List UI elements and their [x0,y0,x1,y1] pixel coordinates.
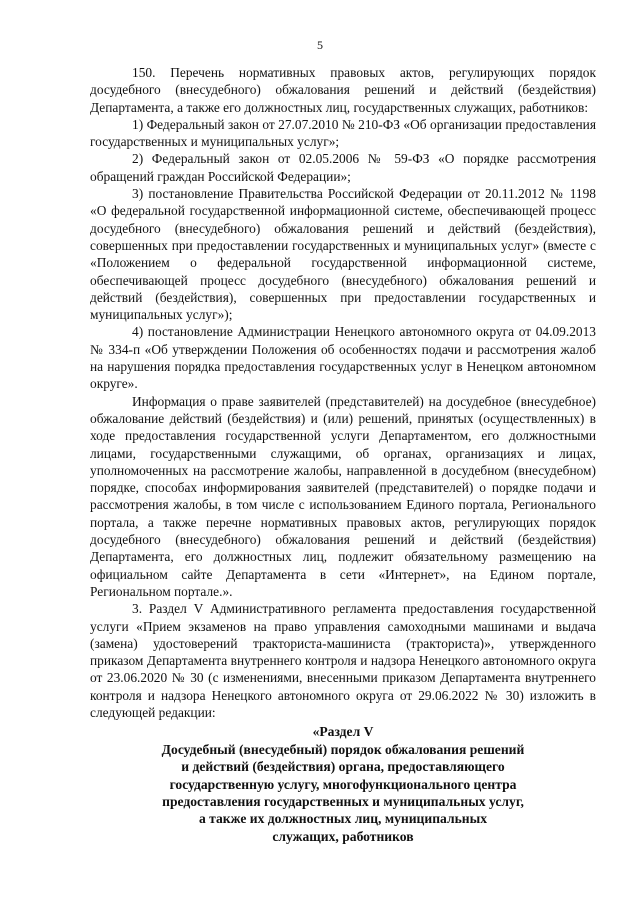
paragraph-section-v-amendment: 3. Раздел V Административного регламента предоставления государственной услуги «Прием экзаменов на право управления самоходными машинами и выдача (замена) удостоверений тракториста-машиниста (тракториста)», утвержденного приказом Департамента внутреннего контроля и надзора Ненецкого автономного округа от 23.06.2020 № 30 (с изменениями, внесенными приказом Департамента внутреннего контроля и надзора Ненецкого автономного округа от 29.06.2022 № 30) изложить в следующей редакции: [90,601,596,720]
page-number: 5 [317,38,323,52]
section-heading-line: государственную услугу, многофункционального центра [169,776,517,792]
paragraph-decree-1198: 3) постановление Правительства Российской Федерации от 20.11.2012 № 1198 «О федеральной государственной информационной системе, обеспечивающей процесс досудебного (внесудебного) обжалования решений и действий (бездействия), совершенных при предоставлении государственных и муниципальных услуг» (вместе с «Положением о федеральной государственной информационной системе, обеспечивающей процесс досудебного (внесудебного) обжалования решений и действий (бездействия), совершенных при предоставлении государственных и муниципальных услуг»); [90,186,596,323]
paragraph-appeal-information: Информация о праве заявителей (представителей) на досудебное (внесудебное) обжалование действий (бездействия) и (или) решений, принятых (осуществленных) в ходе предоставления государственной услуги Департаментом, его должностными лицами, государственными служащими, об органах, организациях и лицах, уполномоченных на рассмотрение жалобы, направленной в досудебном (внесудебном) порядке, способах информирования заявителей (представителей) о порядке подачи и рассмотрения жалобы, в том числе с использованием Единого портала, Регионального портала, а также перечне нормативных правовых актов, регулирующих порядок досудебного (внесудебного) обжалования решений и действий (бездействия) Департамента, его должностных лиц, подлежит обязательному размещению на официальном сайте Департамента в сети «Интернет», на Едином портале, Региональном портале.». [90,393,596,599]
document-body [90,64,596,845]
section-heading-line: а также их должностных лиц, муниципальных [198,811,488,827]
section-heading-line: служащих, работников [272,828,414,844]
paragraph-law-59: 2) Федеральный закон от 02.05.2006 № 59-ФЗ «О порядке рассмотрения обращений граждан Российской Федерации»; [90,151,596,184]
paragraph-list-intro: 150. Перечень нормативных правовых актов, регулирующих порядок досудебного (внесудебного) обжалования решений и действий (бездействия) Департамента, а также его должностных лиц, государственных служащих, работников: [90,65,596,115]
paragraph-resolution-334: 4) постановление Администрации Ненецкого автономного округа от 04.09.2013 № 334-п «Об утверждении Положения об особенностях подачи и рассмотрения жалоб на нарушения порядка предоставления государственных услуг в Ненецком автономном округе». [90,324,596,392]
section-heading-number: «Раздел V [312,724,374,740]
section-heading-line: предоставления государственных и муниципальных услуг, [162,793,524,809]
paragraph-law-210: 1) Федеральный закон от 27.07.2010 № 210-ФЗ «Об организации предоставления государственных и муниципальных услуг»; [90,116,596,150]
section-heading-line: и действий (бездействия) органа, предоставляющего [181,759,505,775]
section-heading-line: Досудебный (внесудебный) порядок обжалования решений [161,741,525,757]
